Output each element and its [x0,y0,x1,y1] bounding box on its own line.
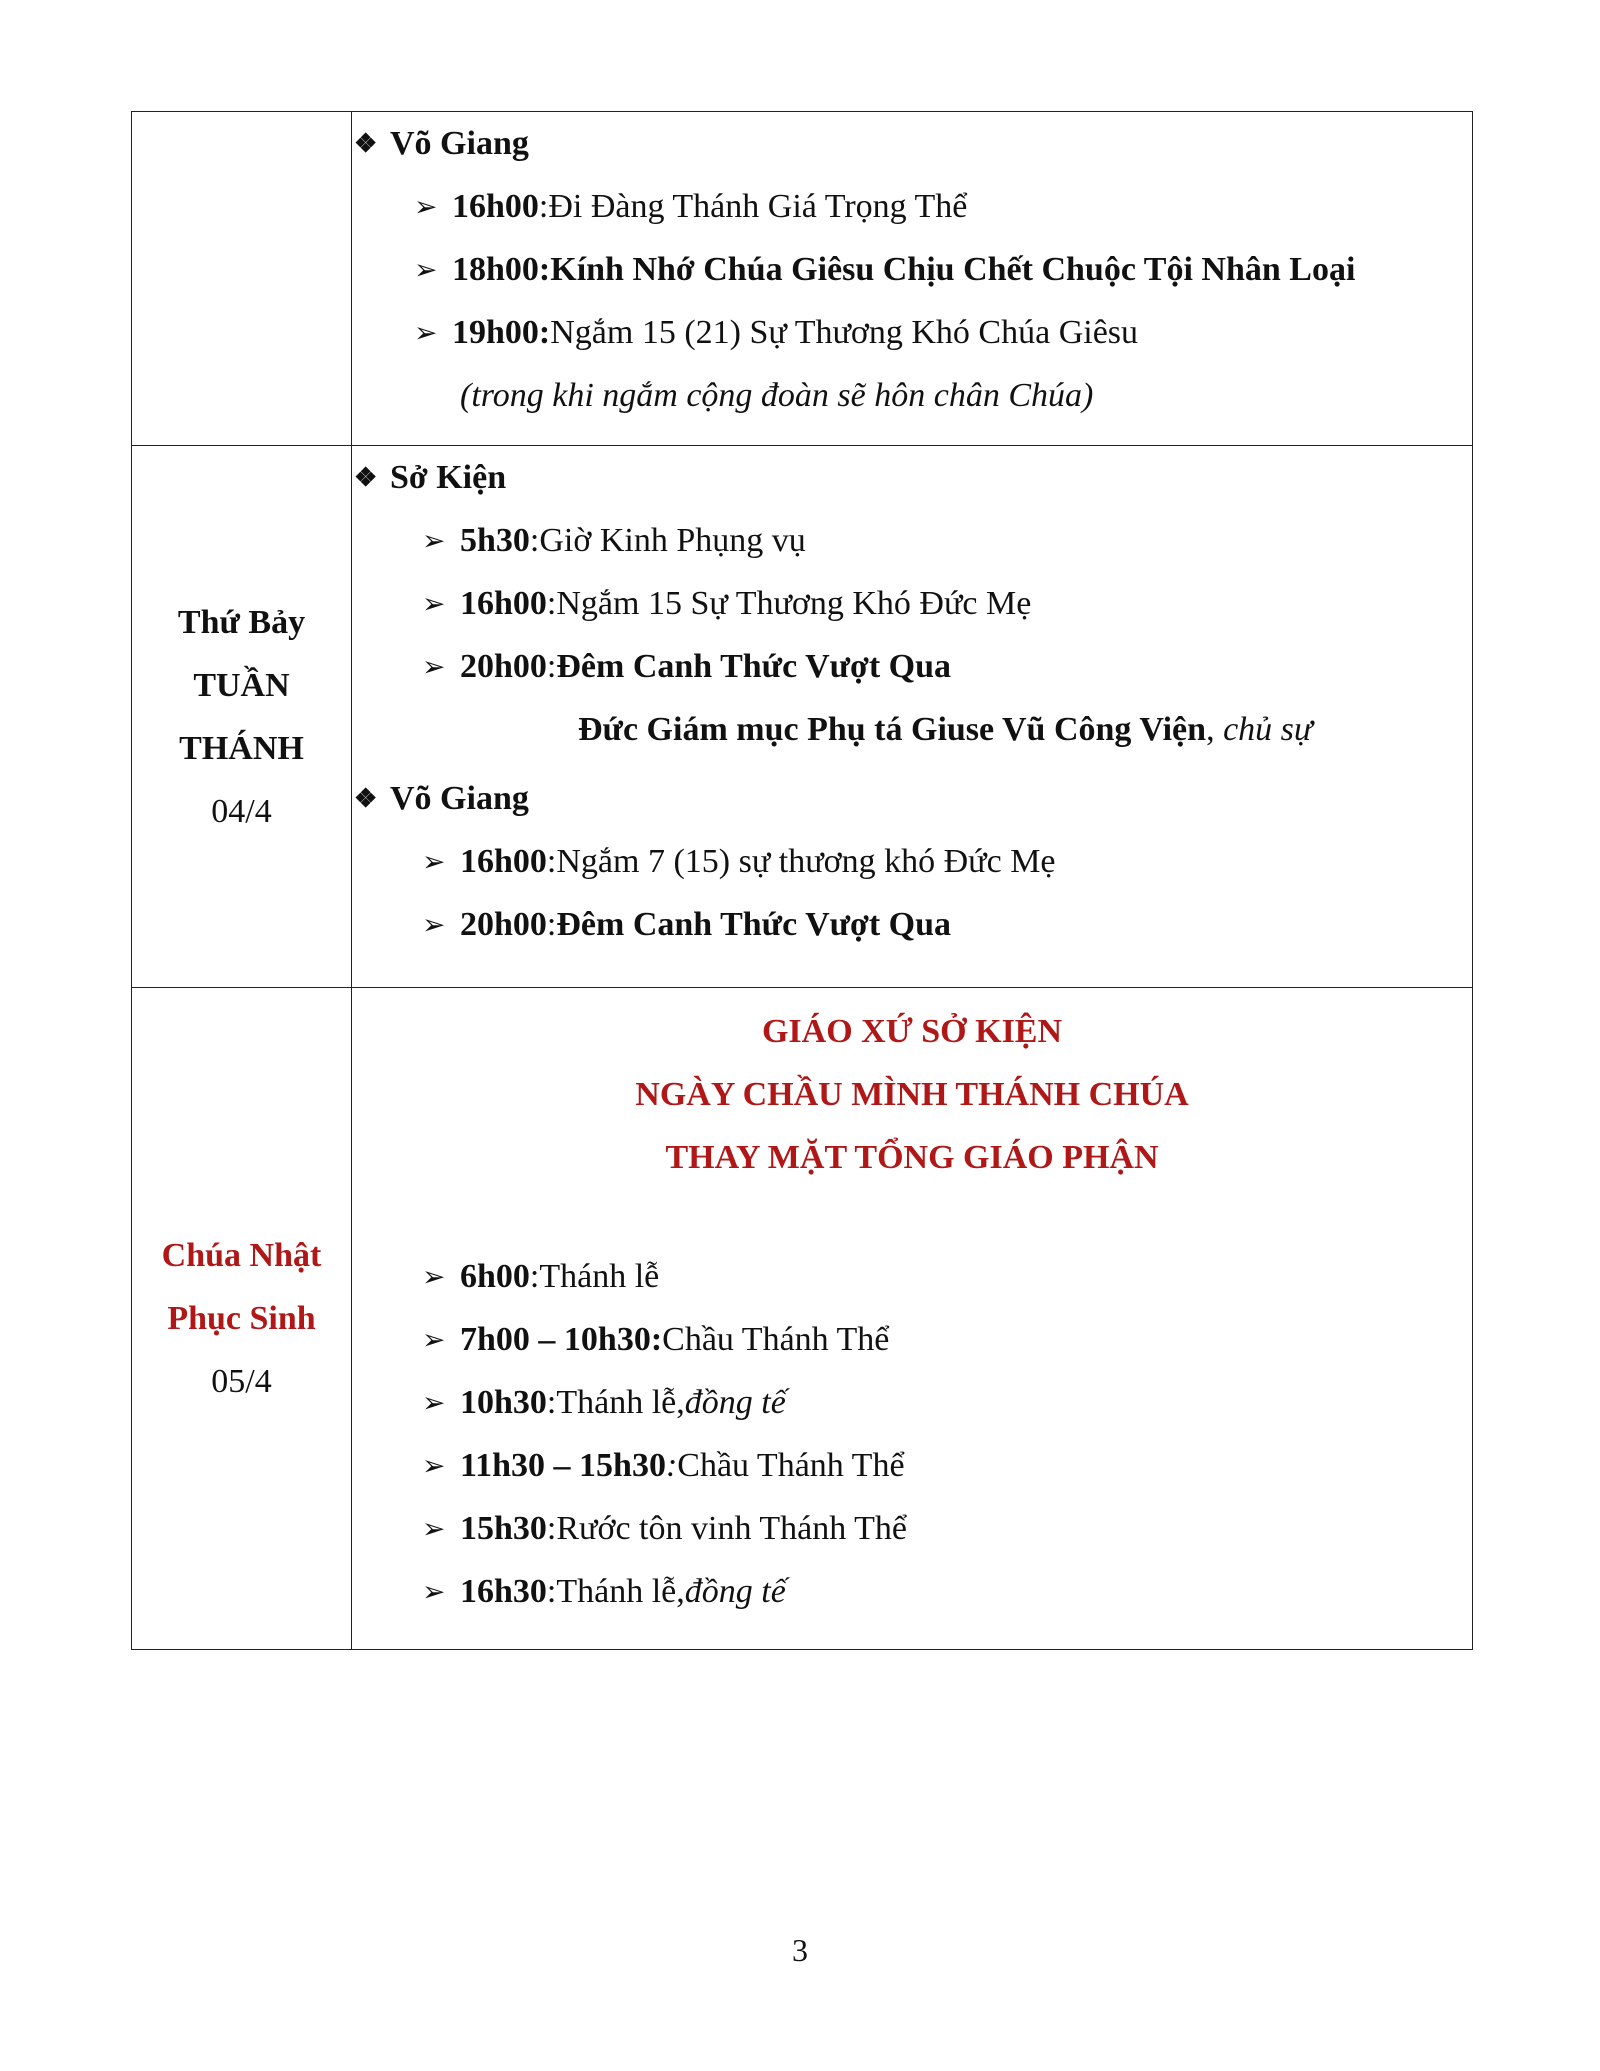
list-item [352,1308,1472,1371]
list-item: ➢ 16h00 : Ngắm 15 Sự Thương Khó Đức Mẹ [422,584,1032,622]
schedule-cell [352,988,1473,1650]
arrow-bullet-icon: ➢ [422,588,446,620]
item-time: 18h00 [452,250,539,288]
day-date: 05/4 [211,1363,272,1400]
table-row [132,112,1473,446]
schedule-cell [352,112,1473,446]
list-item: ➢ 6h00 : Thánh lễ [422,1257,660,1295]
list-item: ➢ 10h30 : Thánh lễ, đồng tế [422,1383,786,1421]
day-name: TUẦN [193,666,290,704]
list-item: ➢ 16h30 : Thánh lễ, đồng tế [422,1572,786,1610]
item-text: Giờ Kinh Phụng vụ [539,521,806,559]
item-text: Ngắm 15 (21) Sự Thương Khó Chúa Giêsu [550,313,1139,351]
item-text: Thánh lễ [539,1257,660,1295]
list-item: ➢ 18h00 : Kính Nhớ Chúa Giêsu Chịu Chết Chuộc Tội Nhân Loại [414,250,1356,288]
arrow-bullet-icon: ➢ [422,1324,446,1356]
item-text: Thánh lễ, [556,1572,685,1610]
page-number: 3 [792,1932,808,1968]
item-text: Thánh lễ, [556,1383,685,1421]
item-time: 15h30 [460,1509,547,1547]
list-item: ➢ 15h30 : Rước tôn vinh Thánh Thể [422,1509,907,1547]
item-time: 16h00 [452,187,539,225]
list-item: ➢ 20h00 : Đêm Canh Thức Vượt Qua [422,647,952,685]
item-text: Chầu Thánh Thể [662,1320,890,1358]
table-row [132,988,1473,1650]
day-cell [132,988,352,1650]
list-item: ➢ 16h00 : Đi Đàng Thánh Giá Trọng Thể [414,187,968,225]
item-time: 20h00 [460,647,547,685]
arrow-bullet-icon: ➢ [422,651,446,683]
schedule-table [131,111,1473,1650]
heading-line: THAY MẶT TỔNG GIÁO PHẬN [665,1139,1159,1176]
day-cell [132,112,352,446]
item-time: 16h00 [460,842,547,880]
item-text: Rước tôn vinh Thánh Thể [556,1509,907,1547]
day-name: Chúa Nhật [161,1237,322,1274]
day-cell [132,446,352,988]
arrow-bullet-icon: ➢ [422,1576,446,1608]
arrow-bullet-icon: ➢ [422,1261,446,1293]
day-name: THÁNH [179,729,304,767]
place-heading: ❖ Võ Giang [354,124,529,162]
item-text: Ngắm 15 Sự Thương Khó Đức Mẹ [556,584,1032,622]
heading-line: GIÁO XỨ SỞ KIỆN [761,1013,1063,1050]
parish-heading [352,988,1472,1189]
heading-line: NGÀY CHẦU MÌNH THÁNH CHÚA [635,1076,1189,1113]
item-time: 7h00 – 10h30: [460,1320,663,1358]
item-text: Kính Nhớ Chúa Giêsu Chịu Chết Chuộc Tội Nhân Loại [550,250,1356,288]
item-time: 16h30 [460,1572,547,1610]
list-item [352,301,1472,364]
item-time: 6h00 [460,1257,530,1295]
table-row [132,446,1473,988]
arrow-bullet-icon: ➢ [422,909,446,941]
arrow-bullet-icon: ➢ [422,525,446,557]
list-item: ➢ 16h00 : Ngắm 7 (15) sự thương khó Đức Mẹ [422,842,1056,880]
arrow-bullet-icon: ➢ [414,191,438,223]
list-item: ➢ 20h00 : Đêm Canh Thức Vượt Qua [422,905,952,943]
arrow-bullet-icon: ➢ [414,254,438,286]
item-time: 5h30 [460,521,530,559]
item-text: Đêm Canh Thức Vượt Qua [556,905,952,943]
item-time: 10h30 [460,1383,547,1421]
presider-line: Đức Giám mục Phụ tá Giuse Vũ Công Viện, chủ sự [578,711,1313,748]
arrow-bullet-icon: ➢ [414,317,438,349]
place-heading: ❖ Võ Giang [354,779,529,817]
day-date: 04/4 [211,792,272,830]
diamond-bullet-icon: ❖ [354,128,378,158]
item-text: Ngắm 7 (15) sự thương khó Đức Mẹ [556,842,1056,880]
item-time: 20h00 [460,905,547,943]
day-name: Phục Sinh [167,1300,316,1337]
list-item: ➢ 5h30 : Giờ Kinh Phụng vụ [422,521,806,559]
item-time: 19h00: [452,313,551,351]
arrow-bullet-icon: ➢ [422,1387,446,1419]
day-name: Thứ Bảy [177,603,306,641]
diamond-bullet-icon: ❖ [354,783,378,813]
item-note: (trong khi ngắm cộng đoàn sẽ hôn chân Chúa) [460,377,1094,414]
item-time: 16h00 [460,584,547,622]
item-text: Đi Đàng Thánh Giá Trọng Thể [548,187,968,225]
diamond-bullet-icon: ❖ [354,462,378,492]
arrow-bullet-icon: ➢ [422,846,446,878]
schedule-cell [352,446,1473,988]
item-text: Chầu Thánh Thể [677,1446,905,1484]
item-time: 11h30 – 15h30 [460,1446,666,1484]
list-item: ➢ 11h30 – 15h30 : Chầu Thánh Thể [422,1446,905,1484]
item-text: Đêm Canh Thức Vượt Qua [556,647,952,685]
arrow-bullet-icon: ➢ [422,1450,446,1482]
place-heading: ❖ Sở Kiện [354,458,507,496]
arrow-bullet-icon: ➢ [422,1513,446,1545]
